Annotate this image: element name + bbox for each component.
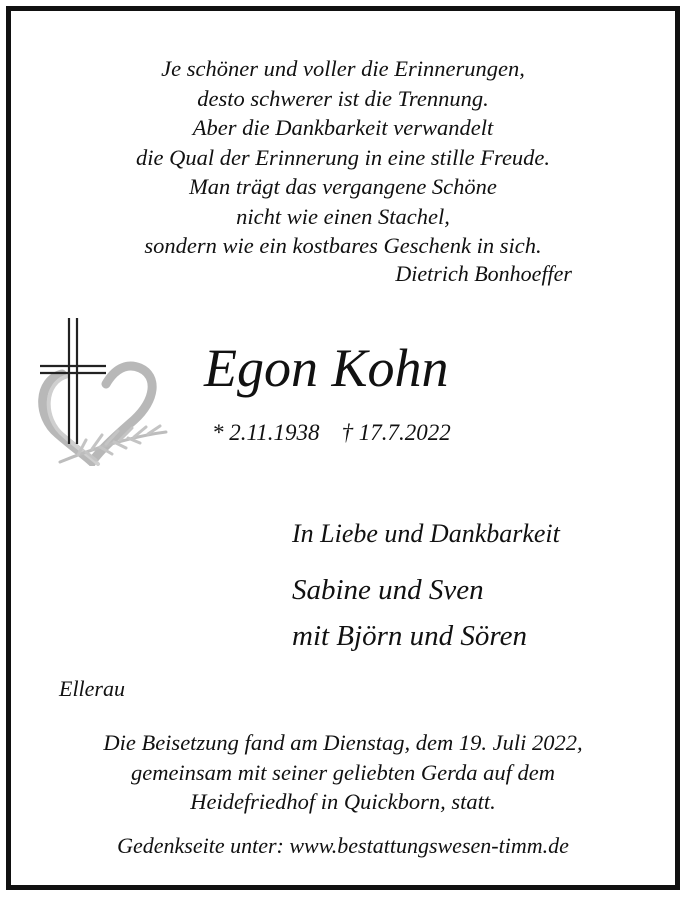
- poem-line: Aber die Dankbarkeit verwandelt: [192, 115, 494, 140]
- burial-line: Die Beisetzung fand am Dienstag, dem 19. Juli 2022,: [103, 730, 583, 755]
- dedication-text: In Liebe und Dankbarkeit: [292, 519, 560, 548]
- birth-date: * 2.11.1938: [212, 420, 320, 445]
- cross-heart-palm-icon: [34, 316, 174, 471]
- burial-line: gemeinsam mit seiner geliebten Gerda auf dem: [130, 759, 556, 785]
- burial-line: Heidefriedhof in Quickborn, statt.: [190, 789, 496, 814]
- mourners-line: Sabine und Sven: [292, 574, 484, 606]
- death-date: † 17.7.2022: [341, 420, 451, 445]
- mourners-line: mit Björn und Sören: [292, 620, 527, 652]
- poem-line: Man trägt das vergangene Schöne: [189, 174, 497, 199]
- poem-block: [0, 54, 686, 286]
- place-name: Ellerau: [59, 676, 125, 701]
- poem-line: desto schwerer ist die Trennung.: [197, 85, 489, 111]
- poem-line: sondern wie ein kostbares Geschenk in sich.: [144, 233, 542, 258]
- poem-line: nicht wie einen Stachel,: [236, 203, 450, 229]
- burial-notice: [0, 728, 686, 817]
- poem-line: die Qual der Erinnerung in eine stille Freude.: [135, 144, 551, 170]
- poem-author: Dietrich Bonhoeffer: [395, 261, 572, 286]
- memorial-website: Gedenkseite unter: www.bestattungswesen-timm.de: [117, 833, 569, 858]
- poem-line: Je schöner und voller die Erinnerungen,: [161, 56, 525, 81]
- deceased-name: Egon Kohn: [204, 338, 449, 398]
- life-dates: [212, 420, 451, 446]
